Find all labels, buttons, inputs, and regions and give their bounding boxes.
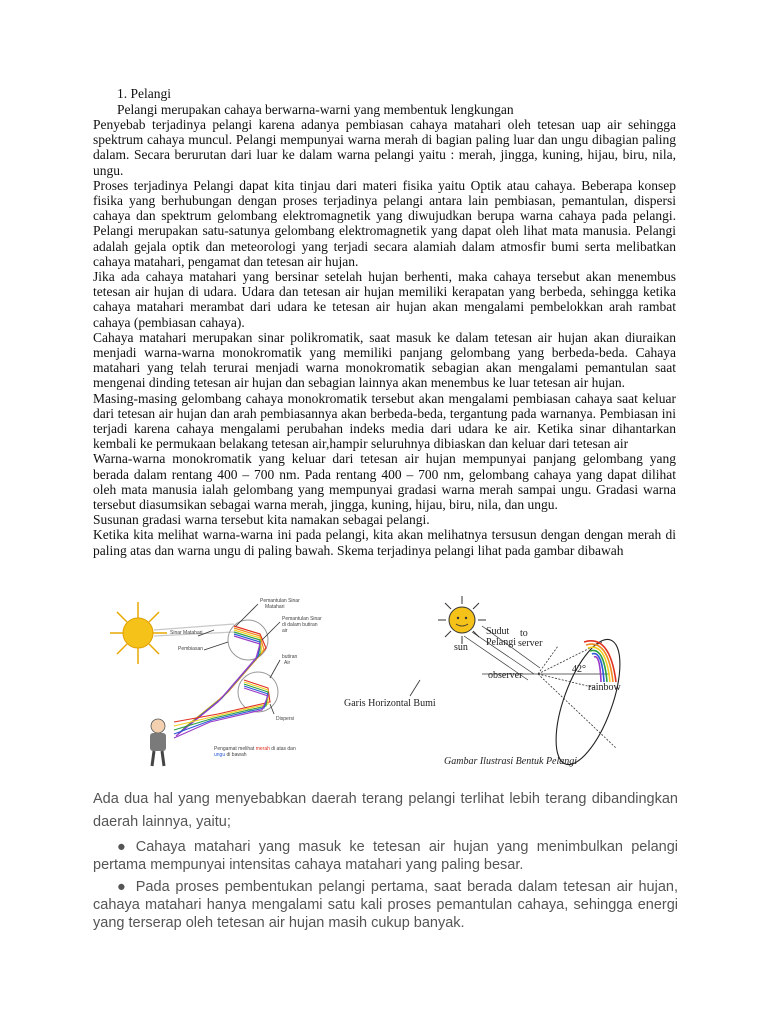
body-text bbox=[93, 117, 676, 558]
label-observer: Pengamat melihat merah di atas dan bbox=[214, 746, 296, 752]
bullet-text: Pada proses pembentukan pelangi pertama, saat berada dalam tetesan air hujan, cahaya matahari hanya mengalami satu kali proses pemantulan cahaya, sehingga energi yang terserap oleh tetesan air hujan masih cukup banyak. bbox=[93, 879, 678, 931]
bullet-icon: ● bbox=[117, 879, 126, 895]
label-droplet-2: Air bbox=[284, 660, 291, 666]
paragraph: Ketika kita melihat warna-warna ini pada pelangi, kita akan melihatnya tersusun dengan dengan merah di paling atas dan warna ungu di paling bawah. Skema terjadinya pelangi lihat pada gambar dibawah bbox=[93, 527, 676, 558]
paragraph: Masing-masing gelombang cahaya monokromatik tersebut akan mengalami pembiasan cahaya saat keluar dari tetesan air hujan dan arah pembiasannya akan berbeda-beda, tergantung pada warnanya. Pembiasan ini terjadi karena cahaya mengalami perubahan indeks media dari udara ke air. Ketika sinar dihantarkan kembali ke permukaan belakang tetesan air,hampir seluruhnya dibiaskan dan keluar dari tetesan air bbox=[93, 390, 676, 452]
bullet-text: Cahaya matahari yang masuk ke tetesan air hujan yang menimbulkan pelangi pertama mempunyai intensitas cahaya matahari yang paling besar. bbox=[93, 839, 678, 873]
label-sun-rays: Sinar Matahari bbox=[170, 630, 203, 636]
label-sun: sun bbox=[454, 642, 468, 653]
closing-intro: Ada dua hal yang menyebabkan daerah terang pelangi terlihat lebih terang dibandingkan daerah lainnya, yaitu; bbox=[93, 791, 678, 830]
observer-figure bbox=[150, 719, 166, 766]
label-droplet: butiran bbox=[282, 654, 298, 660]
paragraph: Proses terjadinya Pelangi dapat kita tinjau dari materi fisika yaitu Optik atau cahaya. Beberapa konsep fisika yang berhubungan dengan proses terjadinya pelangi antara lain pembiasan, pemantulan, dispersi cahaya dan spektrum gelombang elektromagnetik yang diwujudkan berupa warna cahaya pada pelangi. Pelangi merupakan satu-satunya gelombang elektromagnetik yang dapat oleh lihat mata manusia. Pelangi adalah gejala optik dan meteorologi yang terjadi secara alamiah dalam atmosfir bumi serta melibatkan cahaya matahari, pengamat dan tetesan air hujan. bbox=[93, 177, 676, 269]
rainbow-process-diagram bbox=[110, 598, 322, 766]
label-degrees: 42° bbox=[572, 664, 586, 675]
rainbow-shape-diagram bbox=[344, 596, 630, 772]
label-inner-reflection-2: di dalam butiran bbox=[282, 622, 318, 628]
bullet-icon: ● bbox=[117, 839, 126, 855]
rainbow-figure-svg bbox=[110, 588, 630, 773]
label-inner-reflection: Pemantulan Sinar bbox=[282, 616, 322, 622]
label-refraction: Pembiasan bbox=[178, 646, 204, 652]
label-inner-reflection-3: air bbox=[282, 628, 288, 634]
label-dispersion: Dispersi bbox=[276, 716, 295, 722]
sun-icon bbox=[110, 602, 167, 664]
label-reflection-top-2: Matahari bbox=[265, 604, 285, 610]
label-horizon: Garis Horizontal Bumi bbox=[344, 698, 436, 709]
section-heading: 1. Pelangi bbox=[117, 86, 171, 101]
figure-caption: Gambar Ilustrasi Bentuk Pelangi bbox=[444, 756, 578, 767]
rainbow-figure bbox=[110, 588, 630, 773]
paragraph: Penyebab terjadinya pelangi karena adanya pembiasan cahaya matahari oleh tetesan uap air sehingga spektrum cahaya muncul. Pelangi mempunyai warna merah di bagian paling luar dan ungu dibagian paling dalam. Secara berurutan dari luar ke dalam warna pelangi yaitu : merah, jingga, kuning, hijau, biru, nila, ungu. bbox=[93, 117, 676, 178]
label-to-server: to bbox=[520, 628, 528, 639]
closing-section bbox=[93, 788, 678, 932]
list-item bbox=[93, 838, 678, 874]
rainbow-ellipse bbox=[543, 632, 630, 772]
label-reflection-top: Pemantulan Sinar bbox=[260, 598, 300, 604]
label-observer: observer bbox=[488, 670, 523, 681]
label-angle-2: Pelangi bbox=[486, 637, 516, 648]
paragraph: Jika ada cahaya matahari yang bersinar setelah hujan berhenti, maka cahaya tersebut akan menembus tetesan air hujan di udara. Udara dan tetesan air hujan memiliki kerapatan yang berbeda, sehingga ketika cahaya matahari merambat dari udara ke tetesan air hujan akan mengalami pembelokkan arah rambat cahaya (pembiasan cahaya). bbox=[93, 269, 676, 330]
rainbow-arc bbox=[584, 641, 616, 682]
list-item bbox=[93, 878, 678, 932]
section-subheading: Pelangi merupakan cahaya berwarna-warni yang membentuk lengkungan bbox=[117, 102, 514, 117]
label-to-server-2: server bbox=[518, 638, 543, 649]
label-rainbow: rainbow bbox=[588, 682, 621, 693]
paragraph: Warna-warna monokromatik yang keluar dari tetesan air hujan mempunyai panjang gelombang yang berada dalam rentang 400 – 700 nm. Pada rentang 400 – 700 nm, gelombang cahaya yang dapat dilihat oleh mata manusia ialah gelombang yang mempunyai gradasi warna merah sampai ungu. Gradasi warna tersebut diasumsikan sebagai warna merah, jingga, kuning, hijau, biru, nila, dan ungu. bbox=[93, 451, 676, 513]
label-observer-2: ungu di bawah bbox=[214, 752, 247, 758]
label-angle: Sudut bbox=[486, 626, 510, 637]
paragraph: Susunan gradasi warna tersebut kita namakan sebagai pelangi. bbox=[93, 512, 430, 528]
paragraph: Cahaya matahari merupakan sinar polikromatik, saat masuk ke dalam tetesan air hujan akan diuraikan menjadi warna-warna monokromatik yang memiliki panjang gelombang yang berbeda-beda. Cahaya matahari yang telah terurai menjadi warna monokromatik sebagian akan mengalami pemantulan saat mengenai dinding tetesan air hujan dan sebagian lainnya akan menembus ke luar tetesan air hujan. bbox=[93, 329, 676, 391]
